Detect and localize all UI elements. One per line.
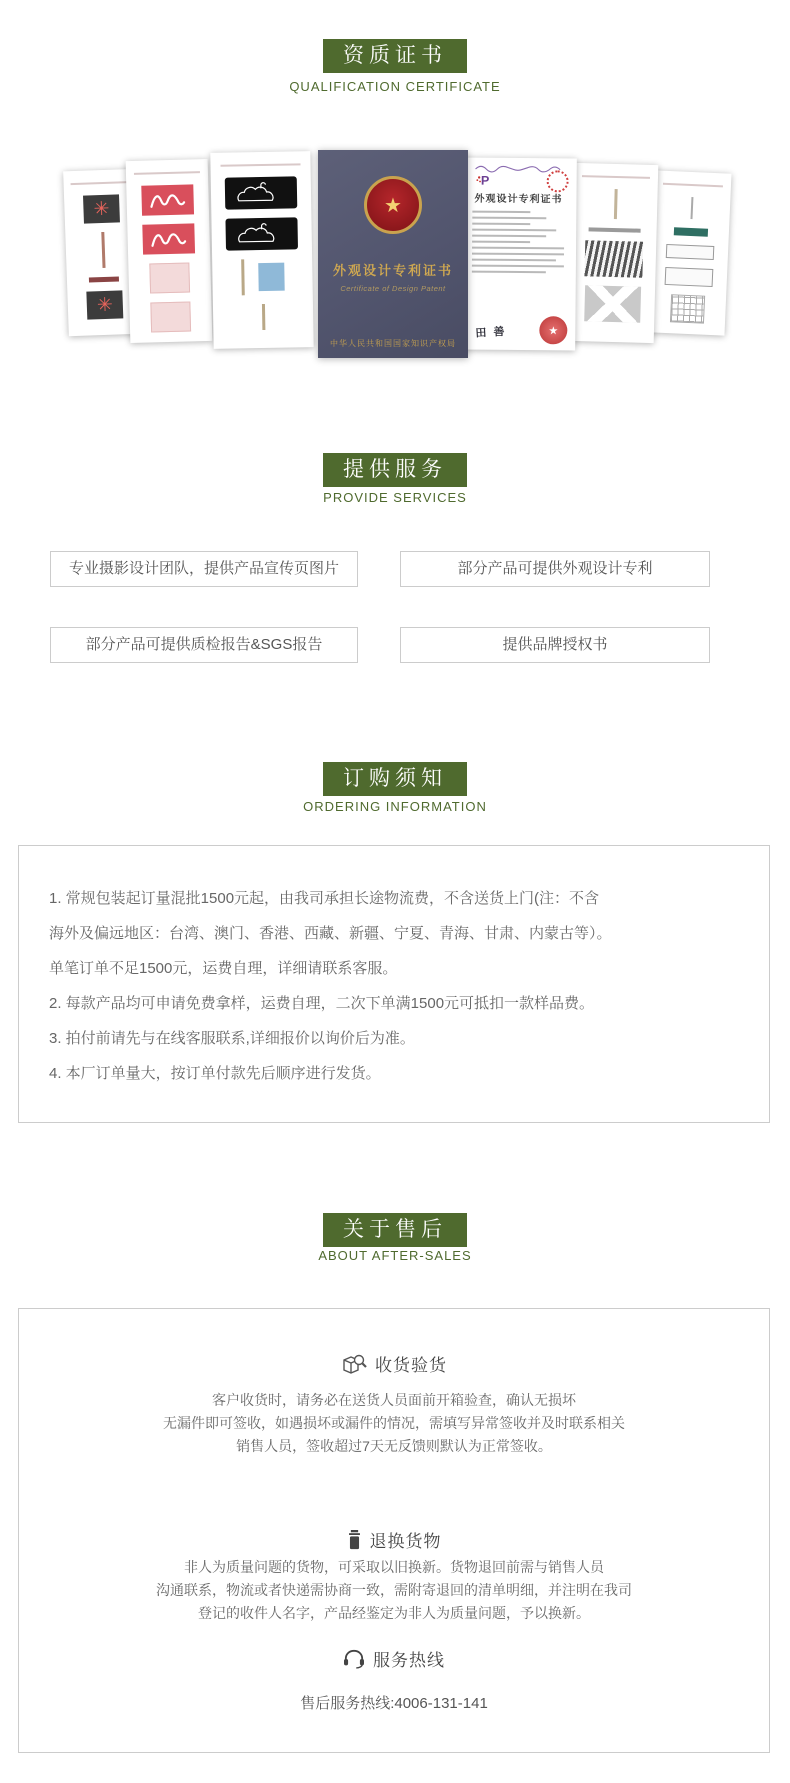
certificate-page-drawings-2 <box>126 159 213 343</box>
hotline-heading <box>19 1646 769 1671</box>
section-title-aftersales: 关于售后 <box>323 1213 467 1247</box>
inspection-text <box>59 1389 729 1458</box>
returns-line: 非人为质量问题的货物，可采取以旧换新。货物退回前需与销售人员 <box>184 1559 604 1575</box>
ordering-note-line: 2. 每款产品均可申请免费拿样，运费自理，二次下单满1500元可抵扣一款样品费。 <box>49 995 595 1012</box>
certificate-cover-subtitle: Certificate of Design Patent <box>340 284 446 293</box>
inspection-line: 销售人员，签收超过7天无反馈则默认为正常签收。 <box>236 1438 552 1454</box>
hanger-drawing-icon <box>142 223 195 254</box>
cloud-hanger-drawing-icon <box>225 217 298 250</box>
service-item-design-patent: 部分产品可提供外观设计专利 <box>400 551 710 587</box>
certificate-collage <box>62 148 730 364</box>
returns-heading <box>19 1527 769 1552</box>
certificate-issuer: 中华人民共和国国家知识产权局 <box>330 339 456 348</box>
inspection-line: 客户收货时，请务必在送货人员面前开箱验查，确认无损坏 <box>212 1392 576 1408</box>
hanger-drawing-icon <box>141 184 194 215</box>
hotline-number: 售后服务热线:4006-131-141 <box>300 1695 488 1712</box>
service-item-brand-authorization: 提供品牌授权书 <box>400 627 710 663</box>
section-subtitle-aftersales: ABOUT AFTER-SALES <box>318 1248 472 1263</box>
inspection-line: 无漏件即可签收，如遇损坏或漏件的情况，需填写异常签收并及时联系相关 <box>163 1415 625 1431</box>
signature: 田 善 <box>475 325 507 340</box>
ordering-note-line: 海外及偏远地区：台湾、澳门、香港、西藏、新疆、宁夏、青海、甘肃、内蒙古等）。 <box>49 925 612 942</box>
design-patent-certificate-cover <box>318 150 468 358</box>
ordering-note-line: 1. 常规包装起订量混批1500元起，由我司承担长途物流费，不含送货上门(注：不含 <box>49 890 600 907</box>
returns-line: 登记的收件人名字，产品经鉴定为非人为质量问题，予以换新。 <box>198 1605 590 1621</box>
flower-drawing-icon: ✳ <box>93 198 110 220</box>
certificate-page-drawings-3 <box>210 151 313 349</box>
patent-certificate-title: 外观设计专利证书 <box>474 193 563 206</box>
rack-drawing-icon <box>584 240 643 278</box>
patent-office-logo <box>475 173 493 187</box>
return-goods-icon <box>347 1530 362 1550</box>
inspection-heading <box>19 1351 769 1376</box>
returns-heading-label: 退换货物 <box>369 1532 442 1551</box>
red-seal-icon <box>547 170 569 192</box>
returns-line: 沟通联系，物流或者快递需协商一致，需附寄退回的清单明细，并注明在我司 <box>156 1582 632 1598</box>
section-title-qualification: 资质证书 <box>323 39 467 73</box>
certificate-page-drawings-4 <box>570 163 659 343</box>
certificate-cover-title: 外观设计专利证书 <box>332 263 453 278</box>
ordering-note-line: 3. 拍付前请先与在线客服联系,详细报价以询价后为准。 <box>49 1030 415 1047</box>
service-item-photography: 专业摄影设计团队，提供产品宣传页图片 <box>50 551 358 587</box>
certificate-page-drawings-5 <box>649 170 732 335</box>
section-title-ordering: 订购须知 <box>323 762 467 796</box>
package-inspect-icon <box>341 1352 367 1376</box>
headset-icon <box>343 1649 365 1669</box>
ordering-note-line: 单笔订单不足1500元，运费自理，详细请联系客服。 <box>49 960 398 977</box>
ordering-notes-box <box>18 845 770 1123</box>
section-subtitle-services: PROVIDE SERVICES <box>323 490 467 505</box>
cloud-hanger-drawing-icon <box>225 176 298 209</box>
cross-rack-drawing-icon <box>584 285 641 322</box>
service-item-quality-report: 部分产品可提供质检报告&SGS报告 <box>50 627 358 663</box>
returns-text <box>59 1556 729 1625</box>
design-patent-certificate-document <box>459 157 577 350</box>
ordering-notes <box>49 881 741 1091</box>
grid-drawing-icon <box>670 294 705 323</box>
flower-drawing-icon: ✳ <box>96 294 114 316</box>
section-subtitle-qualification: QUALIFICATION CERTIFICATE <box>289 79 501 94</box>
section-title-services: 提供服务 <box>323 453 467 487</box>
svg-text:P: P <box>480 173 490 188</box>
section-subtitle-ordering: ORDERING INFORMATION <box>303 799 487 814</box>
hotline-heading-label: 服务热线 <box>373 1651 445 1670</box>
red-seal-icon: ★ <box>539 316 567 344</box>
aftersales-box <box>18 1308 770 1753</box>
certificate-body-text <box>460 204 577 279</box>
inspection-heading-label: 收货验货 <box>375 1356 447 1375</box>
ordering-note-line: 4. 本厂订单量大，按订单付款先后顺序进行发货。 <box>49 1065 381 1082</box>
national-emblem-icon: ★ <box>364 176 422 234</box>
